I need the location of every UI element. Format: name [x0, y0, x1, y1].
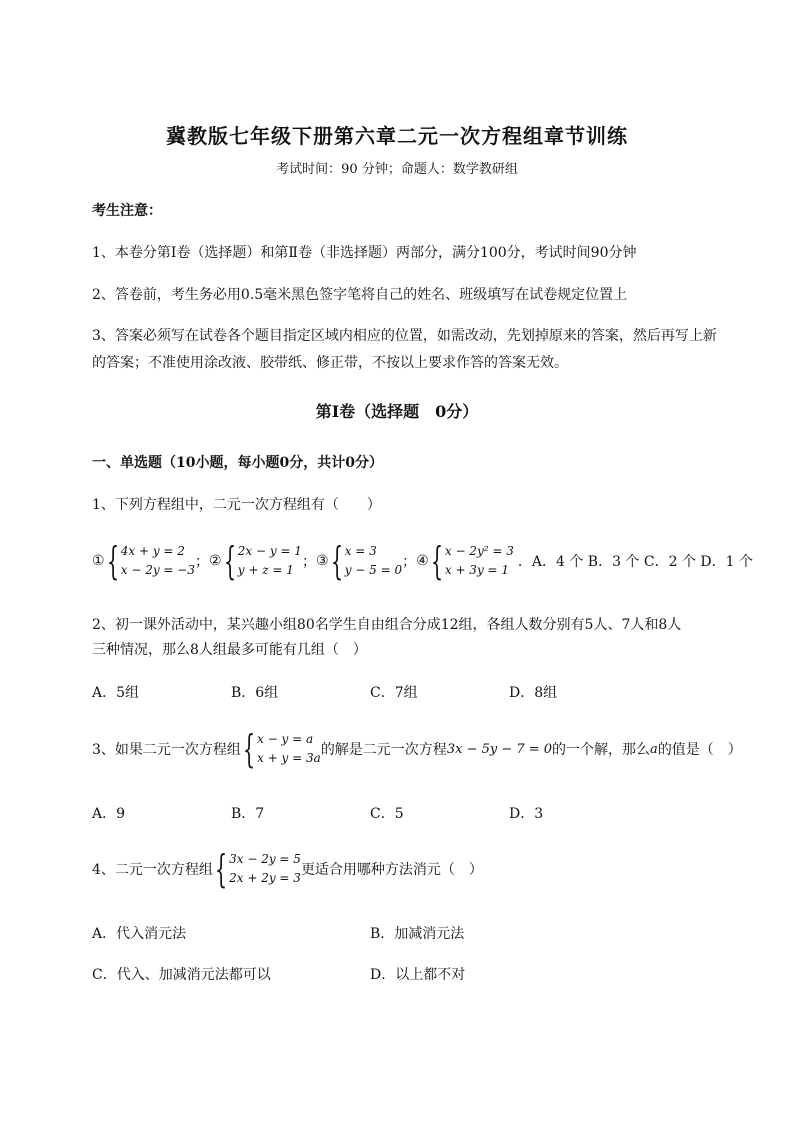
q1-item-3-system [329, 539, 403, 583]
notice-item-3-cont: 的答案；不准使用涂改液、胶带纸、修正带，不按以上要求作答的答案无效。 [92, 355, 568, 371]
q1-item-2-eq2: y + z = 1 [237, 563, 294, 577]
q1-item-2-sep: ； [301, 554, 316, 570]
q1-item-3-eq1: x = 3 [344, 544, 377, 558]
q4-stem [92, 847, 483, 891]
q1-item-2-label: ② [209, 553, 222, 569]
q4-eq2: 2x + 2y = 3 [229, 871, 301, 885]
q1-item-2-system [222, 539, 302, 583]
exam-subtitle: 考试时间：90 分钟；命题人：数学教研组 [276, 162, 518, 177]
q4-suffix: 更适合用哪种方法消元（ ） [300, 862, 483, 878]
brace-icon: { [330, 539, 343, 583]
notice-item-3: 3、答案必须写在试卷各个题目指定区域内相应的位置，如需改动，先划掉原来的答案，然后再写上新 [92, 328, 717, 344]
part-heading: 一、单选题（10小题，每小题0分，共计0分） [92, 455, 383, 471]
q3-option-d: D．3 [509, 806, 544, 822]
q3-middle2: 的一个解，那么 [552, 742, 651, 758]
q1-item-4-eq2: x + 3y = 1 [444, 563, 510, 577]
q2-option-a: A．5组 [92, 685, 140, 701]
q1-item-1-eq2: x − 2y = −3 [120, 563, 195, 577]
q4-system [213, 847, 301, 891]
q1-item-3-sep: ； [402, 554, 417, 570]
q3-stem [92, 727, 742, 771]
q1-item-3-eq2: y − 5 = 0 [344, 563, 403, 577]
brace-icon: { [242, 727, 256, 771]
q1-item-1-label: ① [92, 553, 105, 569]
q4-prefix: 4、二元一次方程组 [92, 862, 213, 878]
q3-option-a: A．9 [92, 806, 126, 822]
q3-option-c: C．5 [370, 806, 404, 822]
notice-heading: 考生注意： [92, 203, 162, 219]
q3-option-b: B．7 [231, 806, 265, 822]
q1-options: ．A．4 个 B．3 个 C．2 个 D．1 个 [517, 554, 753, 570]
q2-stem-line2: 三种情况，那么8人组最多可能有几组（ ） [92, 642, 367, 658]
q1-stem: 1、下列方程组中，二元一次方程组有（ ） [92, 497, 381, 513]
q2-option-b: B．6组 [231, 685, 279, 701]
q2-option-c: C．7组 [370, 685, 418, 701]
q3-prefix: 3、如果二元一次方程组 [92, 742, 241, 758]
q3-suffix: 的值是（ ） [657, 742, 742, 758]
q2-stem-line1: 2、初一课外活动中，某兴趣小组80名学生自由组合分成12组，各组人数分别有5人、7人和8人 [92, 617, 682, 633]
q3-eq1: x − y = a [257, 732, 314, 746]
q1-item-1-eq1: 4x + y = 2 [120, 544, 185, 558]
q1-item-3-label: ③ [315, 553, 329, 569]
q1-item-2-eq1: 2x − y = 1 [237, 544, 302, 558]
q1-item-4-eq1: x − 2y² = 3 [444, 544, 514, 558]
notice-item-1: 1、本卷分第Ⅰ卷（选择题）和第Ⅱ卷（非选择题）两部分，满分100分，考试时间90分钟 [92, 245, 637, 261]
q4-option-a: A．代入消元法 [92, 926, 187, 942]
q1-item-1-system [105, 539, 195, 583]
brace-icon: { [223, 539, 236, 583]
q3-middle: 的解是二元一次方程 [320, 742, 447, 758]
q4-option-b: B．加减消元法 [370, 926, 465, 942]
q1-choices-row [92, 539, 753, 583]
q1-item-4-system [429, 539, 514, 583]
q3-system [241, 727, 321, 771]
exam-title: 冀教版七年级下册第六章二元一次方程组章节训练 [166, 124, 628, 148]
q3-var: a [650, 741, 658, 757]
brace-icon: { [106, 539, 119, 583]
q4-option-c: C．代入、加减消元法都可以 [92, 967, 271, 983]
q3-eq2: x + y = 3a [257, 751, 321, 765]
q2-option-d: D．8组 [509, 685, 558, 701]
q1-item-1-sep: ； [195, 554, 209, 570]
section-title: 第Ⅰ卷（选择题 0分） [315, 402, 479, 421]
brace-icon: { [430, 539, 443, 583]
q4-eq1: 3x − 2y = 5 [229, 852, 301, 866]
q3-equation: 3x − 5y − 7 = 0 [446, 741, 553, 757]
notice-item-2: 2、答卷前，考生务必用0.5毫米黑色签字笔将自己的姓名、班级填写在试卷规定位置上 [92, 287, 628, 303]
q4-option-d: D．以上都不对 [370, 967, 466, 983]
q1-item-4-label: ④ [416, 553, 429, 569]
brace-icon: { [214, 847, 228, 891]
